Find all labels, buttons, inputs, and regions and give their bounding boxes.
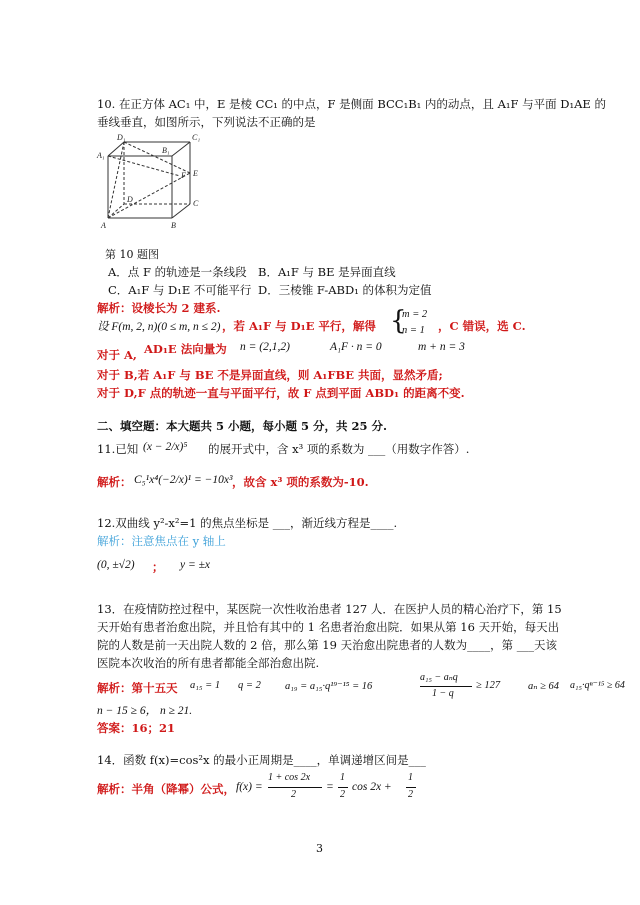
- q10-system-top: m = 2: [402, 309, 428, 320]
- q10-analysis-3-normal: AD₁E 法向量为: [144, 342, 227, 356]
- q13-line-1: 13．在疫情防控过程中，某医院一次性收治患者 127 人．在医护人员的精心治疗下，第 15: [97, 602, 562, 616]
- q10-analysis-3-vector: n = (2,1,2): [240, 341, 290, 353]
- q10-analysis-2-conclusion: ，C 错误，选 C.: [438, 319, 526, 333]
- q13-analysis-line-2: n − 15 ≥ 6， n ≥ 21.: [97, 705, 193, 717]
- label-d: D: [127, 195, 133, 204]
- q14-text: 14．函数 f(x)=cos²x 的最小正周期是____，单调递增区间是___: [97, 753, 426, 767]
- q11-suffix: 的展开式中，含 x³ 项的系数为 ___（用数字作答）.: [208, 442, 470, 456]
- section-2-heading: 二、填空题：本大题共 5 小题，每小题 5 分，共 25 分.: [97, 419, 388, 433]
- label-c: C: [193, 199, 199, 208]
- q14-fraction-1-denominator: 2: [291, 789, 296, 800]
- label-d1: D₁: [117, 133, 126, 142]
- q12-answer-asymptote: y = ±x: [180, 559, 211, 571]
- label-f: F: [181, 171, 186, 180]
- q10-analysis-3-dot: A₁F · n = 0: [330, 341, 382, 353]
- q13-analysis-label: 解析：第十五天: [97, 681, 178, 695]
- q10-line-1: 10. 在正方体 AC₁ 中，E 是棱 CC₁ 的中点，F 是侧面 BCC₁B₁ 内的动点，且 A₁F 与平面 D₁AE 的: [97, 97, 606, 111]
- label-a1: A₁: [97, 151, 105, 160]
- label-b: B: [171, 221, 176, 230]
- q10-line-2: 垂线垂直，如图所示，下列说法不正确的是: [97, 115, 316, 129]
- q12-answer-separator: ；: [152, 560, 164, 574]
- q13-eq-an: aₙ ≥ 64: [528, 681, 560, 692]
- q14-fraction-3-denominator: 2: [408, 789, 413, 800]
- q10-analysis-4: 对于 B,若 A₁F 与 BE 不是异面直线，则 A₁FBE 共面，显然矛盾;: [97, 368, 443, 382]
- line-a1f: [108, 156, 180, 176]
- system-brace: {: [390, 306, 407, 336]
- label-b1: B₁: [162, 146, 170, 155]
- q10-analysis-3-sum: m + n = 3: [418, 341, 465, 353]
- q12-analysis: 解析：注意焦点在 y 轴上: [97, 534, 226, 548]
- q14-formula-middle: cos 2x +: [352, 781, 392, 793]
- q11-prefix: 11.已知: [97, 442, 139, 456]
- q11-expression: (x − 2/x)⁵: [143, 441, 188, 453]
- q12-text: 12.双曲线 y²-x²=1 的焦点坐标是 ___，渐近线方程是____.: [97, 516, 398, 530]
- q10-system-bottom: n = 1: [402, 325, 425, 336]
- line-d1e: [124, 142, 190, 173]
- q11-analysis-expression: C₅¹x⁴(−2/x)¹ = −10x³: [134, 474, 233, 486]
- q14-fraction-3-numerator: 1: [408, 772, 413, 783]
- fraction-bar: [406, 787, 416, 788]
- label-e: E: [193, 169, 198, 178]
- line-ae: [108, 173, 190, 218]
- label-a: A: [101, 221, 106, 230]
- q10-analysis-5: 对于 D,F 点的轨迹一直与平面平行，故 F 点到平面 ABD₁ 的距离不变.: [97, 386, 465, 400]
- figure-caption: 第 10 题图: [105, 248, 159, 261]
- q13-eq-sum-relation: ≥ 127: [476, 680, 501, 691]
- cube-figure: [96, 132, 206, 242]
- q10-analysis-3-label: 对于 A,: [97, 348, 137, 362]
- q14-fraction-2-denominator: 2: [340, 789, 345, 800]
- q14-analysis-label: 解析：半角（降幂）公式，: [97, 782, 235, 796]
- q10-option-c: C．A₁F 与 D₁E 不可能平行: [108, 283, 252, 297]
- q13-line-2: 天开始有患者治愈出院，并且恰有其中的 1 名患者治愈出院．如果从第 16 天开始，每天出: [97, 620, 560, 634]
- edge-bc: [172, 204, 190, 218]
- q13-eq-a15: a₁₅ = 1: [190, 680, 221, 691]
- fraction-bar: [338, 787, 348, 788]
- q12-answer-focus: (0, ±√2): [97, 559, 135, 571]
- q14-fraction-1-numerator: 1 + cos 2x: [268, 772, 311, 783]
- q10-analysis-2-text: ，若 A₁F 与 D₁E 平行，解得: [222, 319, 376, 333]
- q13-eq-bound: a₁₅·qⁿ⁻¹⁵ ≥ 64: [570, 680, 625, 691]
- q10-analysis-1: 解析：设棱长为 2 建系.: [97, 301, 221, 315]
- q13-line-3: 院的人数是前一天出院人数的 2 倍，那么第 19 天治愈出院患者的人数为____，第 ___天该: [97, 638, 557, 652]
- q10-option-d: D．三棱锥 F-ABD₁ 的体积为定值: [258, 283, 432, 297]
- label-c1: C₁: [192, 133, 201, 142]
- q13-answer: 答案：16；21: [97, 721, 176, 735]
- q13-eq-sum-denominator: 1 − q: [432, 688, 454, 699]
- page-number: 3: [316, 842, 323, 855]
- fraction-bar: [268, 787, 322, 788]
- q10-option-b: B．A₁F 与 BE 是异面直线: [258, 265, 396, 279]
- q14-formula-lhs: f(x) =: [236, 781, 263, 793]
- q10-option-a: A．点 F 的轨迹是一条线段: [108, 265, 247, 279]
- edge-b1c1: [172, 142, 190, 156]
- q14-formula-equals: =: [326, 781, 334, 793]
- q14-fraction-2-numerator: 1: [340, 772, 345, 783]
- q11-analysis-label: 解析：: [97, 475, 132, 489]
- q13-eq-a19: a₁₉ = a₁₅·q¹⁹⁻¹⁵ = 16: [285, 681, 373, 692]
- q13-eq-q: q = 2: [238, 680, 261, 691]
- q13-line-4: 医院本次收治的所有患者都能全部治愈出院.: [97, 656, 320, 670]
- fraction-bar: [420, 686, 472, 687]
- q11-analysis-text: ，故含 x³ 项的系数为-10.: [232, 475, 369, 489]
- q10-analysis-2-point: 设 F(m, 2, n)(0 ≤ m, n ≤ 2): [97, 321, 221, 333]
- q13-eq-sum-numerator: a₁₅ − aₙq: [420, 672, 458, 683]
